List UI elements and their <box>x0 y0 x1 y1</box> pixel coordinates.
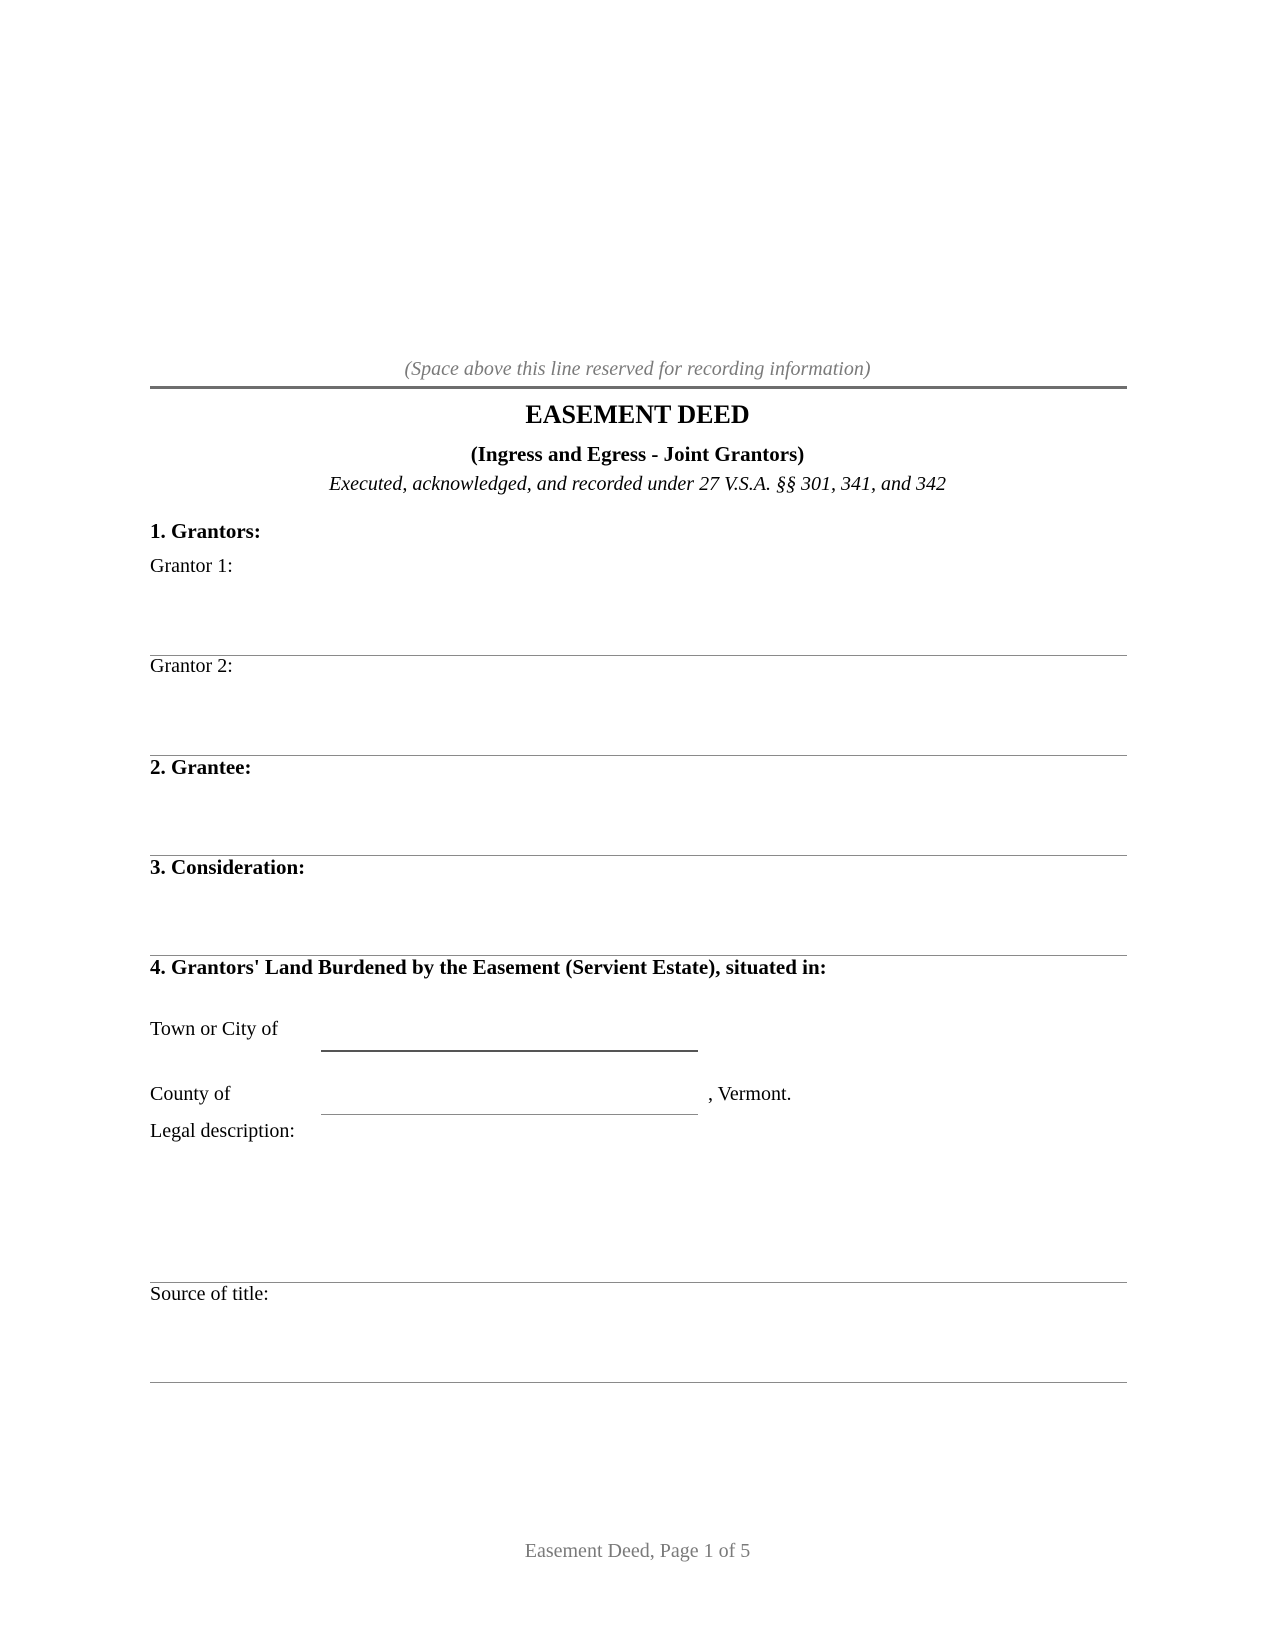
statute-reference: Executed, acknowledged, and recorded under 27 V.S.A. §§ 301, 341, and 342 <box>329 473 946 495</box>
county-field-line[interactable] <box>321 1114 698 1115</box>
section-land-heading: 4. Grantors' Land Burdened by the Easement (Servient Estate), situated in: <box>150 955 827 979</box>
source-of-title-line[interactable] <box>150 1382 1127 1383</box>
recording-space-note: (Space above this line reserved for recording information) <box>404 358 871 380</box>
state-suffix: , Vermont. <box>708 1083 792 1105</box>
page-footer: Easement Deed, Page 1 of 5 <box>524 1540 751 1562</box>
grantor-1-line[interactable] <box>150 655 1127 656</box>
document-title: EASEMENT DEED <box>525 400 750 429</box>
source-of-title-label: Source of title: <box>150 1283 269 1305</box>
document-subtitle: (Ingress and Egress - Joint Grantors) <box>470 442 805 466</box>
section-consideration-heading: 3. Consideration: <box>150 855 306 879</box>
grantor-1-label: Grantor 1: <box>150 555 233 577</box>
grantor-2-line[interactable] <box>150 755 1127 756</box>
county-label: County of <box>150 1083 231 1105</box>
recording-divider <box>150 386 1127 389</box>
legal-description-label: Legal description: <box>150 1120 295 1142</box>
town-field-line[interactable] <box>321 1050 698 1052</box>
legal-description-line[interactable] <box>150 1282 1127 1283</box>
section-grantee-heading: 2. Grantee: <box>150 755 252 779</box>
grantor-2-label: Grantor 2: <box>150 655 233 677</box>
town-label: Town or City of <box>150 1018 279 1040</box>
section-grantors-heading: 1. Grantors: <box>150 519 261 543</box>
